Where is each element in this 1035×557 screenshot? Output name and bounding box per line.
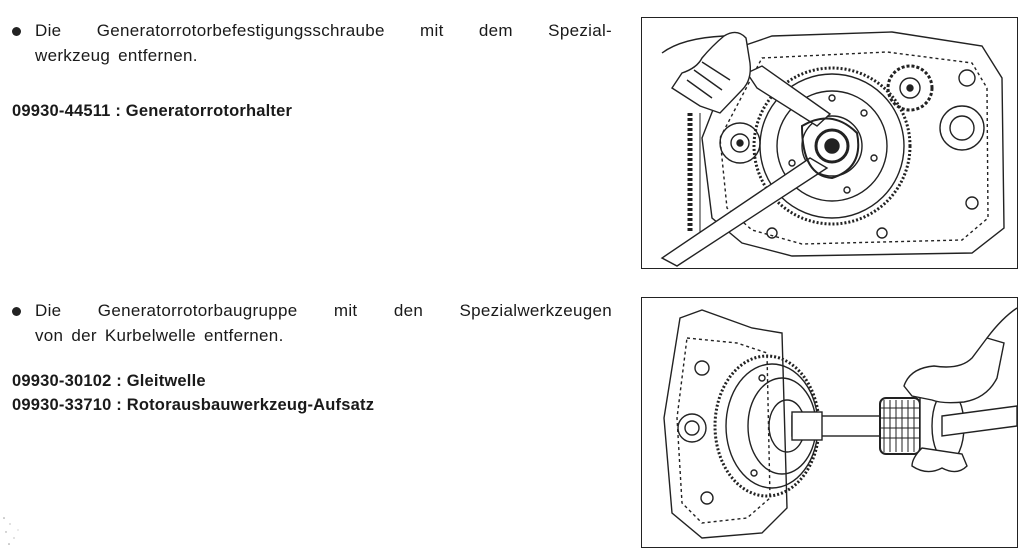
- rotor-puller-illustration: [641, 297, 1018, 548]
- step-2: [12, 298, 612, 417]
- step-2-instruction: [12, 298, 612, 348]
- rotor-holder-illustration: [641, 17, 1018, 269]
- bullet-icon: [12, 27, 21, 36]
- step-2-line-1: Die Generatorrotorbaugruppe mit den Spezialwerkzeugen: [35, 301, 612, 320]
- step-1-tool-1: 09930-44511 : Generatorrotorhalter: [12, 102, 293, 120]
- step-1-line-2: werkzeug entfernen.: [35, 46, 198, 65]
- bullet-icon: [12, 307, 21, 316]
- step-2-tool-2: 09930-33710 : Rotorausbauwerkzeug-Aufsatz: [12, 396, 375, 414]
- scan-noise-icon: [0, 510, 28, 550]
- step-1-line-1: Die Generatorrotorbefestigungsschraube mit dem Spezial-: [35, 21, 612, 40]
- scan-artifact: [0, 510, 28, 550]
- step-2-tool-1: 09930-30102 : Gleitwelle: [12, 372, 206, 390]
- rotor-puller-icon: [642, 298, 1017, 547]
- step-1-instruction: [12, 18, 612, 68]
- generator-rotor-holder-icon: [642, 18, 1017, 268]
- step-2-line-2: von der Kurbelwelle entfernen.: [35, 326, 284, 345]
- step-1: [12, 18, 612, 123]
